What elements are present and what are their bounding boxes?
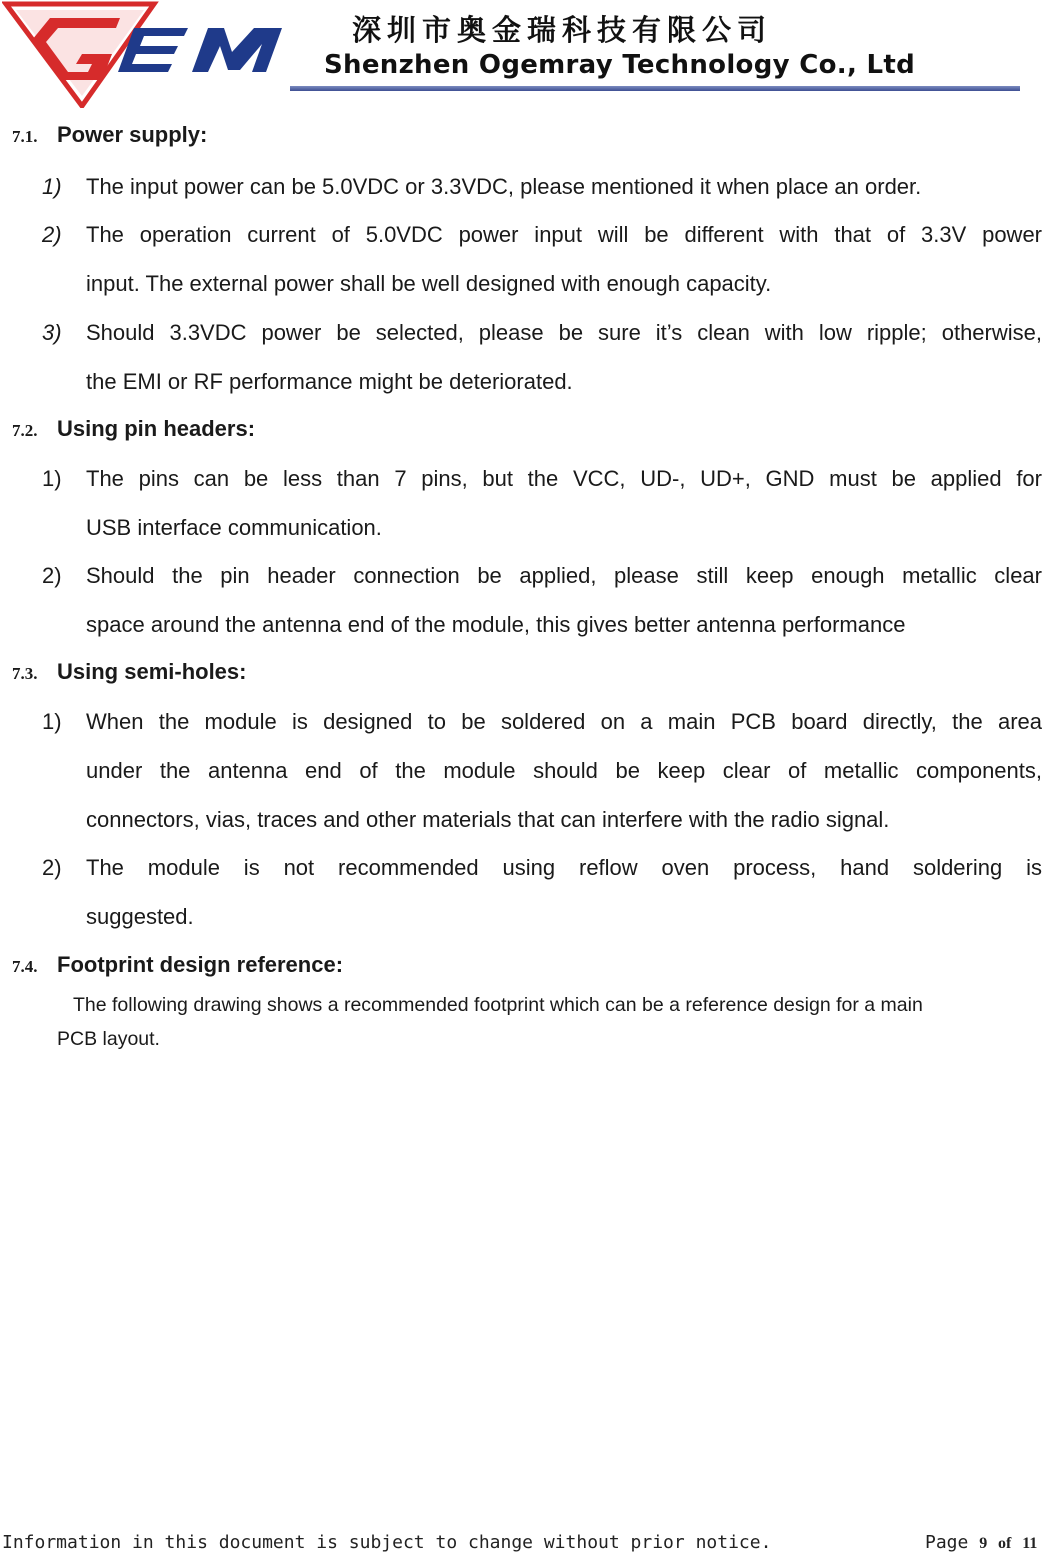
list-text: space around the antenna end of the module, this gives better antenna performance (86, 612, 906, 637)
section-number: 7.3. (12, 664, 38, 683)
list-text: connectors, vias, traces and other materials that can interfere with the radio signal. (86, 807, 890, 832)
list-text: USB interface communication. (86, 515, 382, 540)
section-heading (12, 659, 246, 685)
list-text: the EMI or RF performance might be deteriorated. (86, 369, 573, 394)
company-logo (2, 0, 284, 108)
list-item (42, 162, 1042, 211)
company-name-cn: 深圳市奥金瑞科技有限公司 (352, 13, 773, 47)
list-item (42, 454, 1042, 552)
section-title: Power supply: (57, 122, 208, 147)
header-divider (290, 86, 1020, 91)
list-number: 2) (42, 855, 62, 880)
section-title: Using semi-holes: (57, 659, 247, 684)
list-item (42, 551, 1042, 649)
list-number: 1) (42, 174, 62, 199)
page-total: 11 (1022, 1535, 1038, 1552)
section-number: 7.2. (12, 421, 38, 440)
section-title: Using pin headers: (57, 416, 256, 441)
section-title: Footprint design reference: (57, 952, 344, 977)
list-text: The operation current of 5.0VDC power input will be different with that of 3.3V power (86, 222, 1042, 247)
list-text: When the module is designed to be soldered on a main PCB board directly, the area (86, 709, 1042, 734)
page-label: Page (925, 1532, 969, 1553)
list-number: 1) (42, 466, 62, 491)
list-text: suggested. (86, 904, 194, 929)
paragraph-line: The following drawing shows a recommended footprint which can be a reference design for a main (73, 994, 923, 1016)
page-of: of (998, 1535, 1012, 1552)
list-item (42, 843, 1042, 941)
paragraph-line: PCB layout. (57, 1028, 160, 1050)
list-text: under the antenna end of the module should be keep clear of metallic components, (86, 758, 1042, 783)
list-number: 3) (42, 320, 62, 345)
page-indicator (925, 1532, 1037, 1553)
list-text: input. The external power shall be well designed with enough capacity. (86, 271, 772, 296)
list-item (42, 210, 1042, 308)
list-text: The module is not recommended using reflow oven process, hand soldering is (86, 855, 1042, 880)
section-number: 7.4. (12, 957, 38, 976)
company-name-en: Shenzhen Ogemray Technology Co., Ltd (324, 50, 915, 80)
section-heading (12, 122, 207, 148)
list-item (42, 308, 1042, 406)
list-number: 2) (42, 563, 62, 588)
footprint-description (57, 988, 1032, 1056)
section-heading (12, 952, 343, 978)
list-text: Should the pin header connection be applied, please still keep enough metallic clear (86, 563, 1042, 588)
list-number: 1) (42, 709, 62, 734)
section-heading (12, 416, 255, 442)
list-text: Should 3.3VDC power be selected, please be sure it’s clean with low ripple; otherwise, (86, 320, 1042, 345)
list-text: The input power can be 5.0VDC or 3.3VDC, please mentioned it when place an order. (86, 174, 922, 199)
page-header (0, 0, 1042, 110)
list-text: The pins can be less than 7 pins, but the VCC, UD-, UD+, GND must be applied for (86, 466, 1042, 491)
list-number: 2) (42, 222, 62, 247)
footer-notice: Information in this document is subject to change without prior notice. (2, 1532, 772, 1553)
page-number: 9 (979, 1535, 988, 1552)
list-item (42, 697, 1042, 844)
section-number: 7.1. (12, 127, 38, 146)
